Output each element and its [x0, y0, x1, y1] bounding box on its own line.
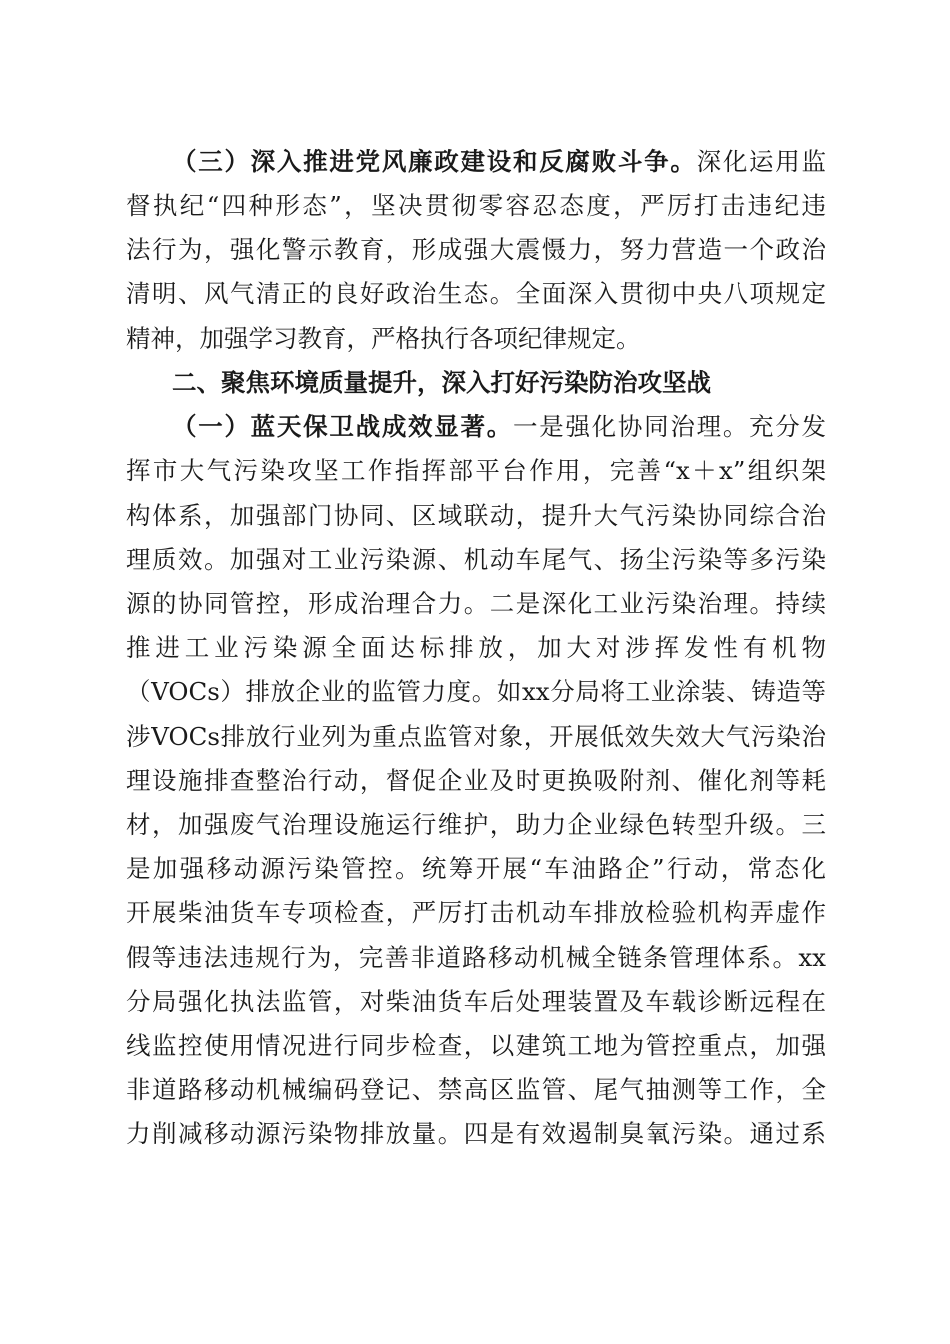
section-three-text: 深化运用监: [696, 147, 827, 176]
paragraph-line: 构体系，加强部门协同、区域联动，提升大气污染协同综合治: [126, 501, 826, 530]
paragraph-line: 理质效。加强对工业污染源、机动车尾气、扬尘污染等多污染: [126, 545, 826, 574]
paragraph-line: 涉VOCs排放行业列为重点监管对象，开展低效失效大气污染治: [126, 722, 826, 751]
paragraph-line: 法行为，强化警示教育，形成强大震慑力，努力营造一个政治: [126, 235, 826, 264]
paragraph-line: 理设施排查整治行动，督促企业及时更换吸附剂、催化剂等耗: [126, 766, 826, 795]
paragraph-line: 源的协同管控，形成治理合力。二是深化工业污染治理。持续: [126, 589, 826, 618]
section-one-lead: （一）蓝天保卫战成效显著。: [172, 412, 513, 441]
paragraph-line: 推进工业污染源全面达标排放，加大对涉挥发性有机物: [126, 633, 826, 662]
paragraph-line: 精神，加强学习教育，严格执行各项纪律规定。: [126, 324, 641, 353]
paragraph-line: 材，加强废气治理设施运行维护，助力企业绿色转型升级。三: [126, 810, 826, 839]
section-heading: 二、聚焦环境质量提升，深入打好污染防治攻坚战: [172, 368, 711, 397]
paragraph-line: 开展柴油货车专项检查，严厉打击机动车排放检验机构弄虚作: [126, 898, 826, 927]
paragraph-line: 挥市大气污染攻坚工作指挥部平台作用，完善“x＋x”组织架: [126, 456, 826, 485]
section-three-line-1: [172, 146, 826, 178]
paragraph-line: 假等违法违规行为，完善非道路移动机械全链条管理体系。xx: [126, 943, 826, 972]
paragraph-line: 非道路移动机械编码登记、禁高区监管、尾气抽测等工作，全: [126, 1075, 826, 1104]
section-one-text: 一是强化协同治理。充分发: [512, 412, 827, 441]
paragraph-line: 是加强移动源污染管控。统筹开展“车油路企”行动，常态化: [126, 854, 826, 883]
paragraph-line: 分局强化执法监管，对柴油货车后处理装置及车载诊断远程在: [126, 987, 826, 1016]
section-three-lead: （三）深入推进党风廉政建设和反腐败斗争。: [172, 147, 697, 176]
paragraph-line: 线监控使用情况进行同步检查，以建筑工地为管控重点，加强: [126, 1031, 826, 1060]
paragraph-line: 督执纪“四种形态”，坚决贯彻零容忍态度，严厉打击违纪违: [126, 191, 826, 220]
paragraph-line: （VOCs）排放企业的监管力度。如xx分局将工业涂装、铸造等: [126, 677, 826, 706]
paragraph-line: 力削减移动源污染物排放量。四是有效遏制臭氧污染。通过系: [126, 1119, 826, 1148]
section-one-line-1: [172, 411, 826, 443]
paragraph-line: 清明、风气清正的良好政治生态。全面深入贯彻中央八项规定: [126, 279, 826, 308]
